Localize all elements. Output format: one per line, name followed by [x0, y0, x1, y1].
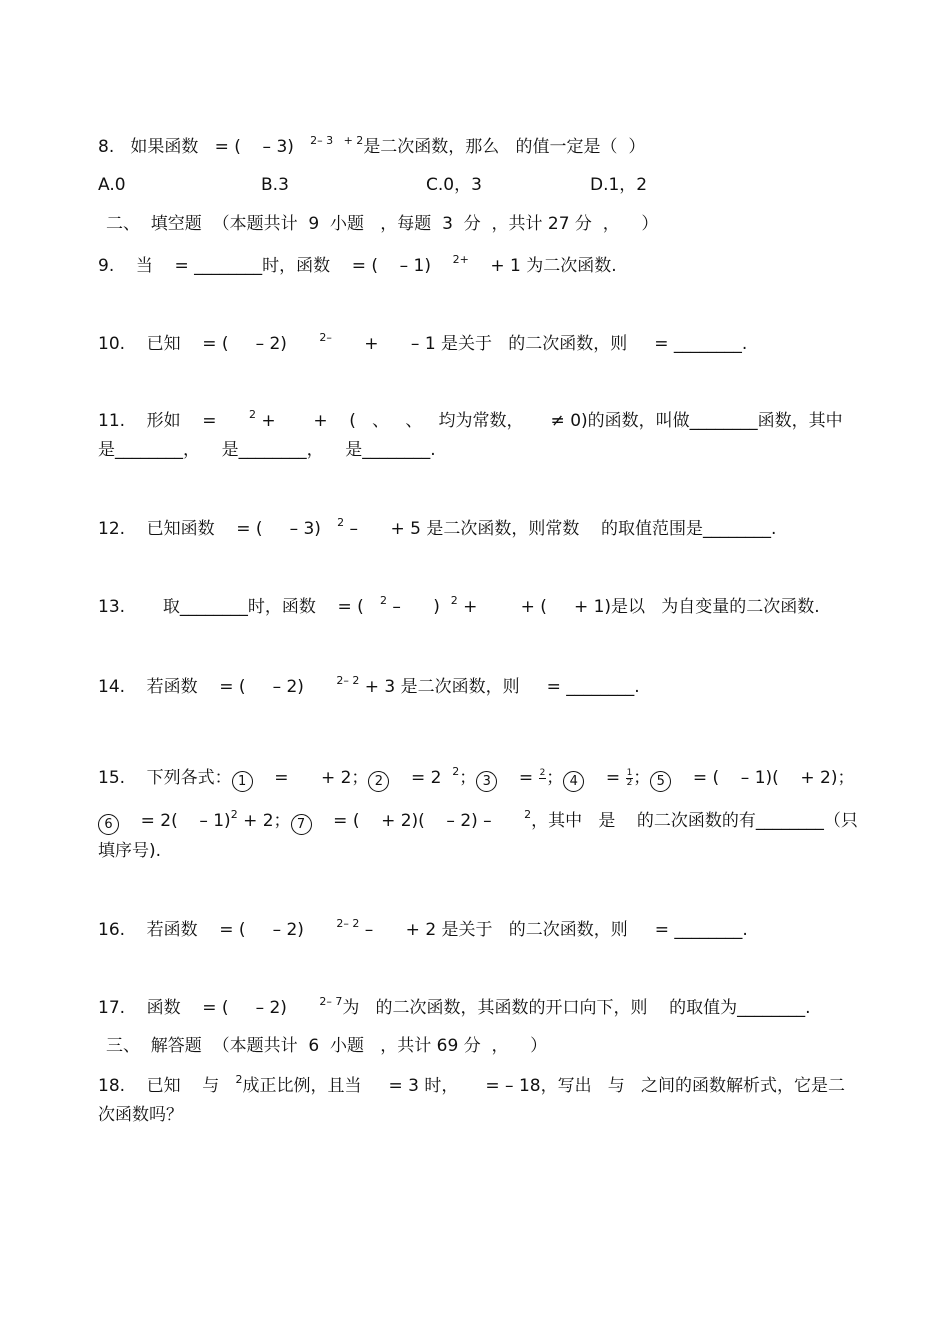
question-18: 18. 已知 与 $^2$成正比例，且当 = 3 时， = – 18，写出 与 之间的函数解析式，它是二 [98, 1073, 845, 1096]
question-8 [98, 136, 645, 160]
q8-option-c: C.0，3 [426, 175, 482, 195]
section-3-heading: 三、 解答题 （本题共计 6 小题 ，共计 69 分 ， ） [106, 1036, 548, 1056]
q8-text-b: 是二次函数，那么 的值一定是（ ） [363, 137, 646, 157]
q8-option-b: B.3 [261, 175, 289, 195]
question-18-line-2: 次函数吗？ [98, 1105, 183, 1125]
circled-2: 2 [368, 771, 389, 792]
question-15-line-3: 填序号). [98, 841, 162, 861]
section-2-heading: 二、 填空题 （本题共计 9 小题 ，每题 3 分 ，共计 27 分 ， ） [106, 214, 659, 234]
fraction-1-2: $\frac{1}{2}$ [626, 767, 633, 788]
question-11: 11. 形如 = $^2$ + + ( 、 、 均为常数， ≠ 0)的函数，叫做________函数，其中 [98, 408, 843, 431]
question-15: 15. 下列各式： 1 = + 2； 2 = 2 $^2$； 3 = 2 ； 4 = $\frac{1}{2}$ ； 5 = ( – 1)( + 2)； [98, 767, 855, 792]
question-14: 14. 若函数 = ( – 2) $^{2- 2}$ + 3 是二次函数，则 = ________. [98, 674, 640, 697]
q8-text-a: 8. 如果函数 = ( – 3) [98, 137, 311, 157]
question-13: 13. 取________时，函数 = ( $^2$ – ) $^2$ + + ( + 1)是以 为自变量的二次函数. [98, 594, 820, 617]
question-10: 10. 已知 = ( – 2) $^{2-}$ + – 1 是关于 的二次函数，则 = ________. [98, 331, 748, 354]
circled-5: 5 [650, 771, 671, 792]
circled-6: 6 [98, 814, 119, 835]
circled-4: 4 [563, 771, 584, 792]
question-17: 17. 函数 = ( – 2) $^{2- 7}$为 的二次函数，其函数的开口向下，则 的取值为________. [98, 995, 811, 1018]
circled-7: 7 [291, 814, 312, 835]
circled-3: 3 [476, 771, 497, 792]
question-11-line-2: 是________， 是________， 是________. [98, 440, 436, 460]
fraction-2: 2 [539, 767, 546, 778]
q8-exponent: 2– 3 + 2 [310, 134, 364, 147]
q8-option-a: A.0 [98, 175, 126, 195]
question-12: 12. 已知函数 = ( – 3) $^2$ – + 5 是二次函数，则常数 的取值范围是________. [98, 516, 777, 539]
q8-option-d: D.1，2 [590, 175, 648, 195]
question-15-line-2: 6 = 2( – 1)$^2$ + 2； 7 = ( + 2)( – 2) – $^2$，其中 是 的二次函数的有________（只 [98, 810, 858, 835]
question-16: 16. 若函数 = ( – 2) $^{2- 2}$ – + 2 是关于 的二次函数，则 = ________. [98, 917, 748, 940]
circled-1: 1 [232, 771, 253, 792]
question-9: 9. 当 = ________时，函数 = ( – 1) $^{2+}$ + 1 为二次函数. [98, 253, 617, 276]
